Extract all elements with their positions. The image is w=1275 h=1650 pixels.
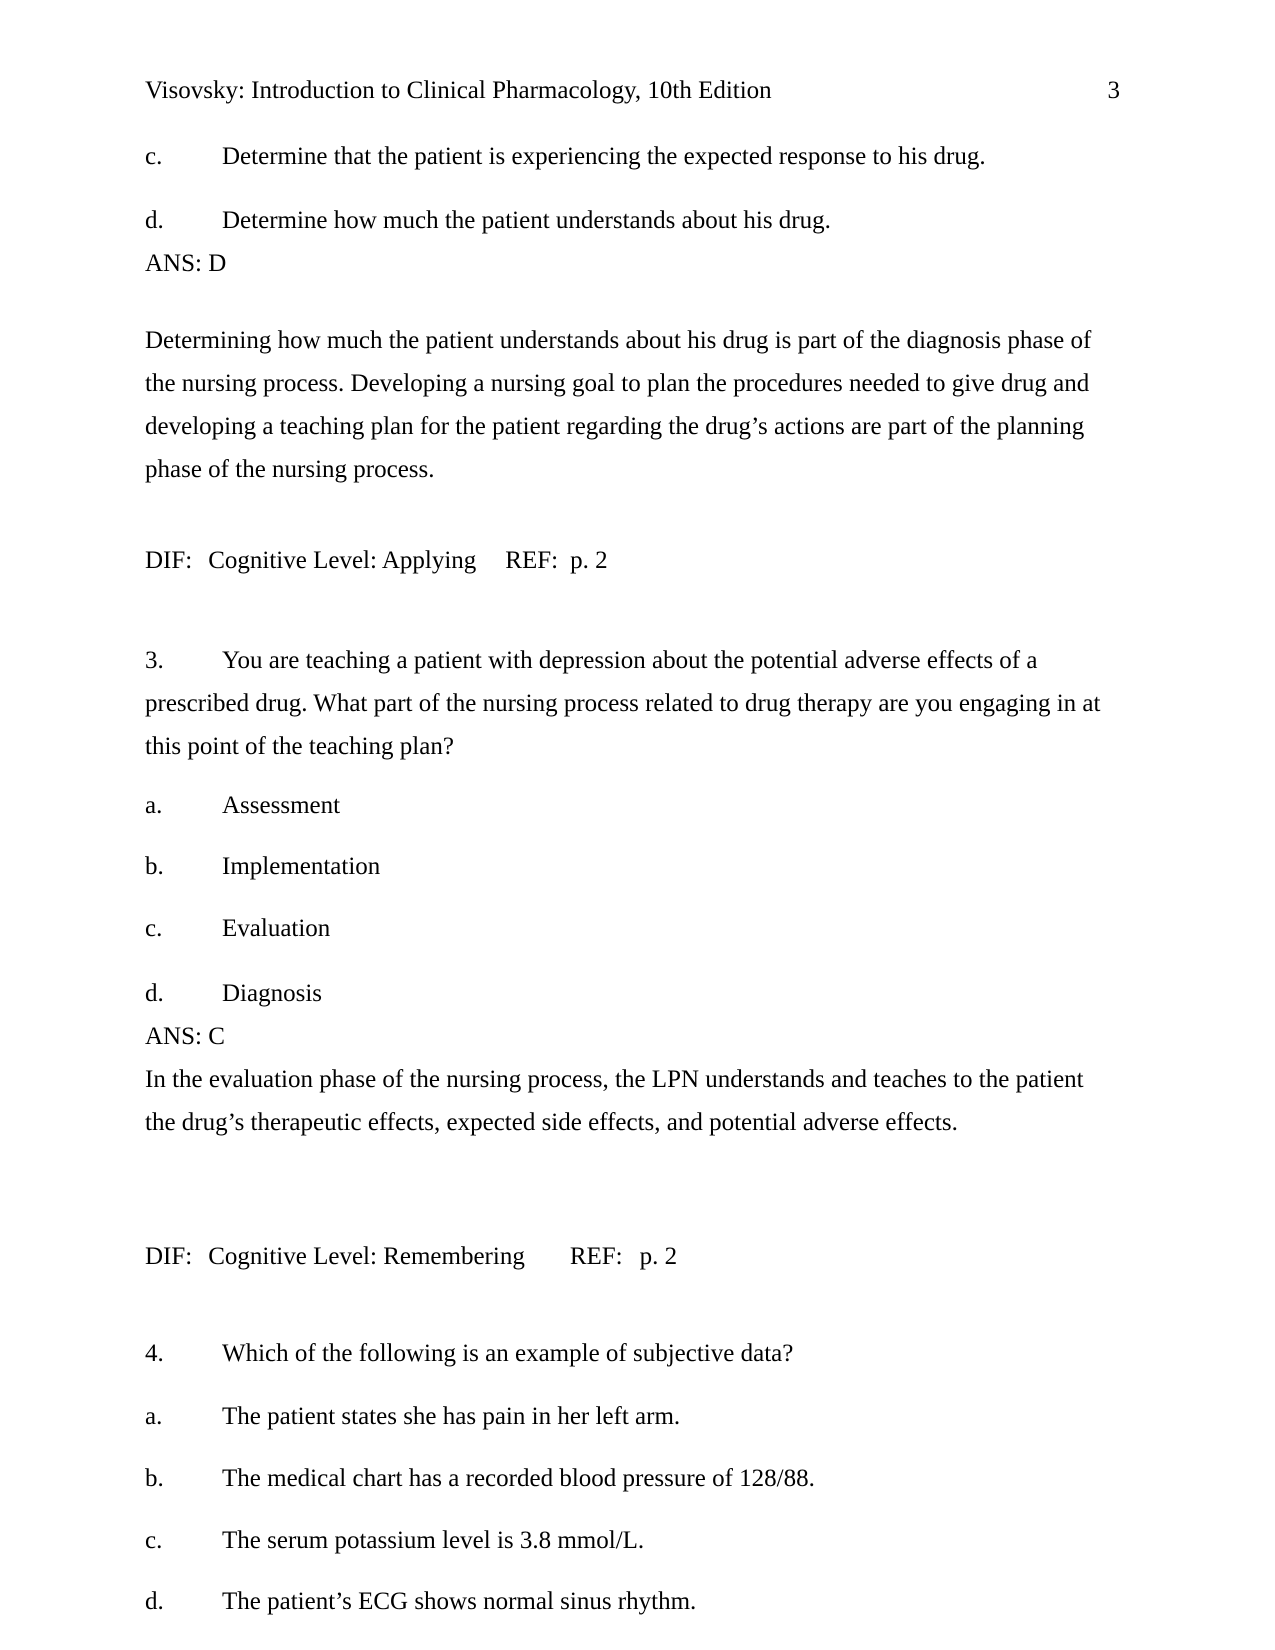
option-text: The patient states she has pain in her left arm. — [222, 1403, 681, 1430]
option-letter: d. — [145, 207, 164, 234]
cognitive-level: Cognitive Level: Applying — [208, 547, 477, 574]
ref-value: p. 2 — [570, 547, 608, 574]
difficulty-reference-line — [145, 539, 1120, 582]
rationale-text: In the evaluation phase of the nursing process, the LPN understands and teaches to the patient the drug’s therapeutic effects, expected side effects, and potential adverse effects. — [145, 1066, 1084, 1136]
question-text: You are teaching a patient with depression about the potential adverse effects of a prescribed drug. What part of the nursing process related to drug therapy are you engaging in at this point of the teaching plan? — [145, 647, 1101, 760]
question-stem — [145, 1332, 1120, 1375]
ref-value: p. 2 — [639, 1243, 678, 1270]
option-text: The patient’s ECG shows normal sinus rhythm. — [222, 1588, 697, 1615]
question-number: 4. — [145, 1340, 164, 1367]
ref-label: REF: — [569, 1243, 623, 1270]
answer-option-c — [145, 907, 1120, 950]
option-text: Evaluation — [222, 915, 331, 942]
rationale-text: Determining how much the patient understands about his drug is part of the diagnosis phase of the nursing process. Developing a nursing goal to plan the procedures needed to give drug and developing a teaching plan for the patient regarding the drug’s actions are part of the planning phase of the nursing process. — [145, 327, 1092, 483]
answer-option-b — [145, 845, 1120, 888]
option-text: Determine that the patient is experiencing the expected response to his drug. — [222, 143, 986, 170]
cognitive-level: Cognitive Level: Remembering — [208, 1243, 525, 1270]
option-text: The serum potassium level is 3.8 mmol/L. — [222, 1527, 645, 1554]
answer-option-b — [145, 1457, 1120, 1500]
answer-option-a — [145, 1395, 1120, 1438]
page-number: 3 — [1107, 77, 1120, 104]
question-stem — [145, 639, 1120, 768]
option-letter: a. — [145, 792, 163, 819]
difficulty-reference-line — [145, 1235, 1120, 1278]
option-text: Assessment — [222, 792, 341, 819]
option-text: Implementation — [222, 853, 381, 880]
option-text: The medical chart has a recorded blood pressure of 128/88. — [222, 1465, 815, 1492]
answer-option-d — [145, 972, 1120, 1015]
answer-option-a — [145, 784, 1120, 827]
document-title: Visovsky: Introduction to Clinical Pharmacology, 10th Edition — [145, 77, 772, 104]
dif-label: DIF: — [145, 1243, 193, 1270]
option-letter: b. — [145, 1465, 164, 1492]
option-letter: c. — [145, 915, 163, 942]
question-number: 3. — [145, 647, 164, 674]
option-letter: c. — [145, 143, 163, 170]
answer-option-c — [145, 1519, 1120, 1562]
option-letter: d. — [145, 980, 164, 1007]
answer-line: ANS: C — [145, 1023, 225, 1050]
page-header — [145, 69, 1120, 112]
ref-label: REF: — [505, 547, 559, 574]
option-letter: d. — [145, 1588, 164, 1615]
option-letter: b. — [145, 853, 164, 880]
answer-option-d — [145, 199, 1120, 242]
option-letter: c. — [145, 1527, 163, 1554]
option-letter: a. — [145, 1403, 163, 1430]
answer-option-d — [145, 1580, 1120, 1623]
question-text: Which of the following is an example of subjective data? — [222, 1340, 794, 1367]
answer-line: ANS: D — [145, 250, 227, 277]
dif-label: DIF: — [145, 547, 193, 574]
answer-option-c — [145, 135, 1120, 178]
option-text: Diagnosis — [222, 980, 322, 1007]
option-text: Determine how much the patient understands about his drug. — [222, 207, 831, 234]
